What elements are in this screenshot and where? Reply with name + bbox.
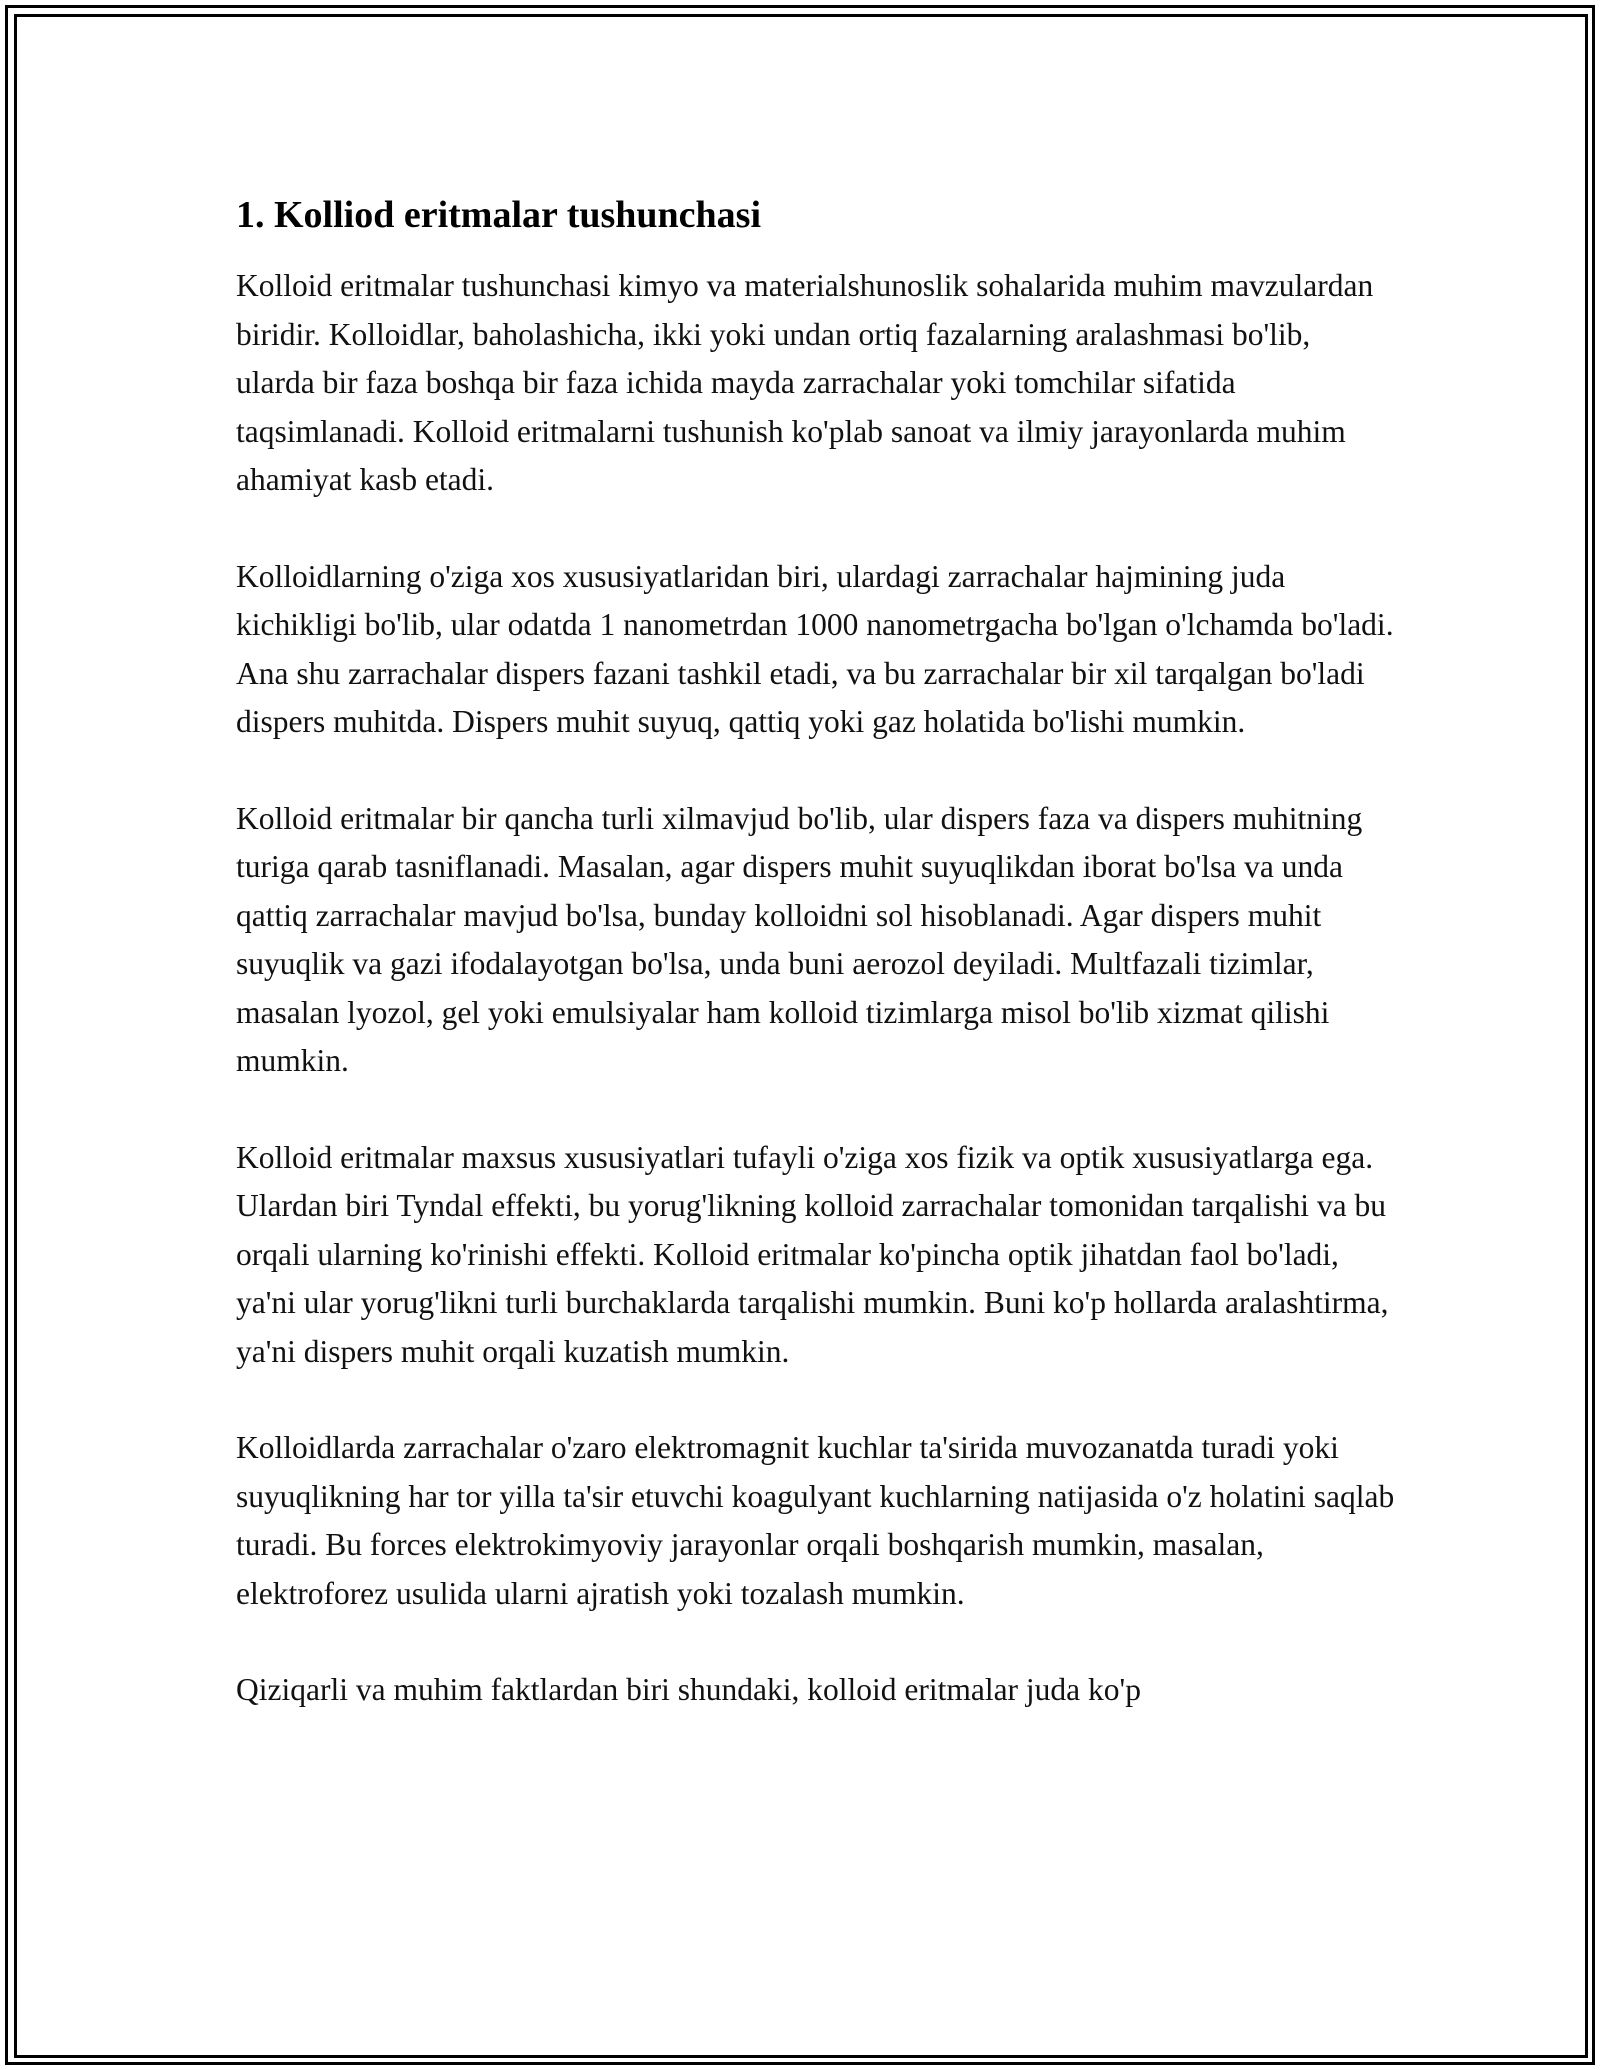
paragraph-1: Kolloid eritmalar tushunchasi kimyo va materialshunoslik sohalarida muhim mavzulardan biridir. Kolloidlar, baholashicha, ikki yoki undan ortiq fazalarning aralashmasi bo'lib, ularda bir faza boshqa bir faza ichida mayda zarrachalar yoki tomchilar sifatida taqsimlanadi. Kolloid eritmalarni tushunish ko'plab sanoat va ilmiy jarayonlarda muhim ahamiyat kasb etadi. <box>236 268 1374 497</box>
document-body <box>236 186 1396 1715</box>
paragraph-2: Kolloidlarning o'ziga xos xususiyatlaridan biri, ulardagi zarrachalar hajmining juda kichikligi bo'lib, ular odatda 1 nanometrdan 1000 nanometrgacha bo'lgan o'lchamda bo'ladi. Ana shu zarrachalar dispers fazani tashkil etadi, va bu zarrachalar bir xil tarqalgan bo'ladi dispers muhitda. Dispers muhit suyuq, qattiq yoki gaz holatida bo'lishi mumkin. <box>236 558 1394 739</box>
paragraph-3: Kolloid eritmalar bir qancha turli xilmavjud bo'lib, ular dispers faza va dispers muhitning turiga qarab tasniflanadi. Masalan, agar dispers muhit suyuqlikdan iborat bo'lsa va unda qattiq zarrachalar mavjud bo'lsa, bunday kolloidni sol hisoblanadi. Agar dispers muhit suyuqlik va gazi ifodalayotgan bo'lsa, unda buni aerozol deyiladi. Multfazali tizimlar, masalan lyozol, gel yoki emulsiyalar ham kolloid tizimlarga misol bo'lib xizmat qilishi mumkin. <box>236 800 1363 1078</box>
paragraph-6: Qiziqarli va muhim faktlardan biri shundaki, kolloid eritmalar juda ko'p <box>236 1672 1141 1707</box>
paragraph-4: Kolloid eritmalar maxsus xususiyatlari tufayli o'ziga xos fizik va optik xususiyatlarga ega. Ulardan biri Tyndal effekti, bu yorug'likning kolloid zarrachalar tomonidan tarqalishi va bu orqali ularning ko'rinishi effekti. Kolloid eritmalar ko'pincha optik jihatdan faol bo'ladi, ya'ni ular yorug'likni turli burchaklarda tarqalishi mumkin. Buni ko'p hollarda aralashtirma, ya'ni dispers muhit orqali kuzatish mumkin. <box>236 1139 1389 1369</box>
paragraph-5: Kolloidlarda zarrachalar o'zaro elektromagnit kuchlar ta'sirida muvozanatda turadi yoki suyuqlikning har tor yilla ta'sir etuvchi koagulyant kuchlarning natijasida o'z holatini saqlab turadi. Bu forces elektrokimyoviy jarayonlar orqali boshqarish mumkin, masalan, elektroforez usulida ularni ajratish yoki tozalash mumkin. <box>236 1430 1395 1611</box>
section-heading: 1. Kolliod eritmalar tushunchasi <box>236 194 762 236</box>
